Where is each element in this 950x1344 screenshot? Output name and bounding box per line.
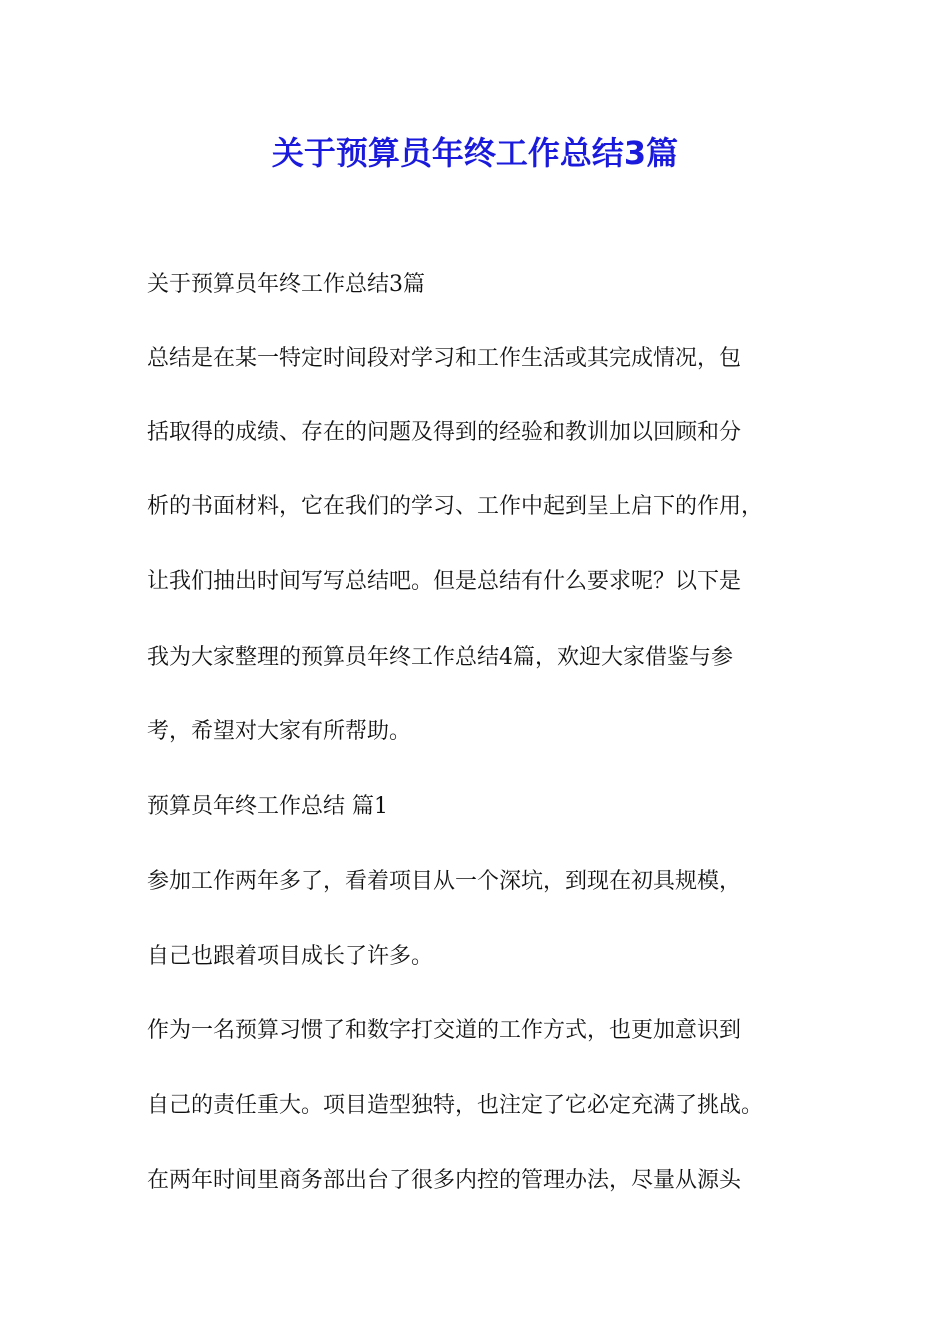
paragraph-line: 考，希望对大家有所帮助。 — [147, 719, 412, 744]
section-heading: 预算员年终工作总结 篇1 — [147, 794, 388, 819]
paragraph-line: 总结是在某一特定时间段对学习和工作生活或其完成情况，包 — [147, 346, 742, 371]
paragraph-line: 括取得的成绩、存在的问题及得到的经验和教训加以回顾和分 — [147, 420, 742, 445]
paragraph-line: 让我们抽出时间写写总结吧。但是总结有什么要求呢？以下是 — [147, 569, 742, 594]
paragraph-line: 析的书面材料，它在我们的学习、工作中起到呈上启下的作用， — [147, 494, 764, 519]
paragraph-line: 自己也跟着项目成长了许多。 — [147, 944, 434, 969]
paragraph-line: 参加工作两年多了，看着项目从一个深坑，到现在初具规模， — [147, 869, 742, 894]
paragraph-line: 我为大家整理的预算员年终工作总结4篇，欢迎大家借鉴与参 — [147, 645, 733, 670]
paragraph-line: 自己的责任重大。项目造型独特，也注定了它必定充满了挑战。 — [147, 1093, 764, 1118]
document-title: 关于预算员年终工作总结3篇 — [271, 134, 679, 172]
paragraph-line: 作为一名预算习惯了和数字打交道的工作方式，也更加意识到 — [147, 1018, 742, 1043]
subtitle-line: 关于预算员年终工作总结3篇 — [147, 272, 425, 297]
paragraph-line: 在两年时间里商务部出台了很多内控的管理办法，尽量从源头 — [147, 1168, 742, 1193]
